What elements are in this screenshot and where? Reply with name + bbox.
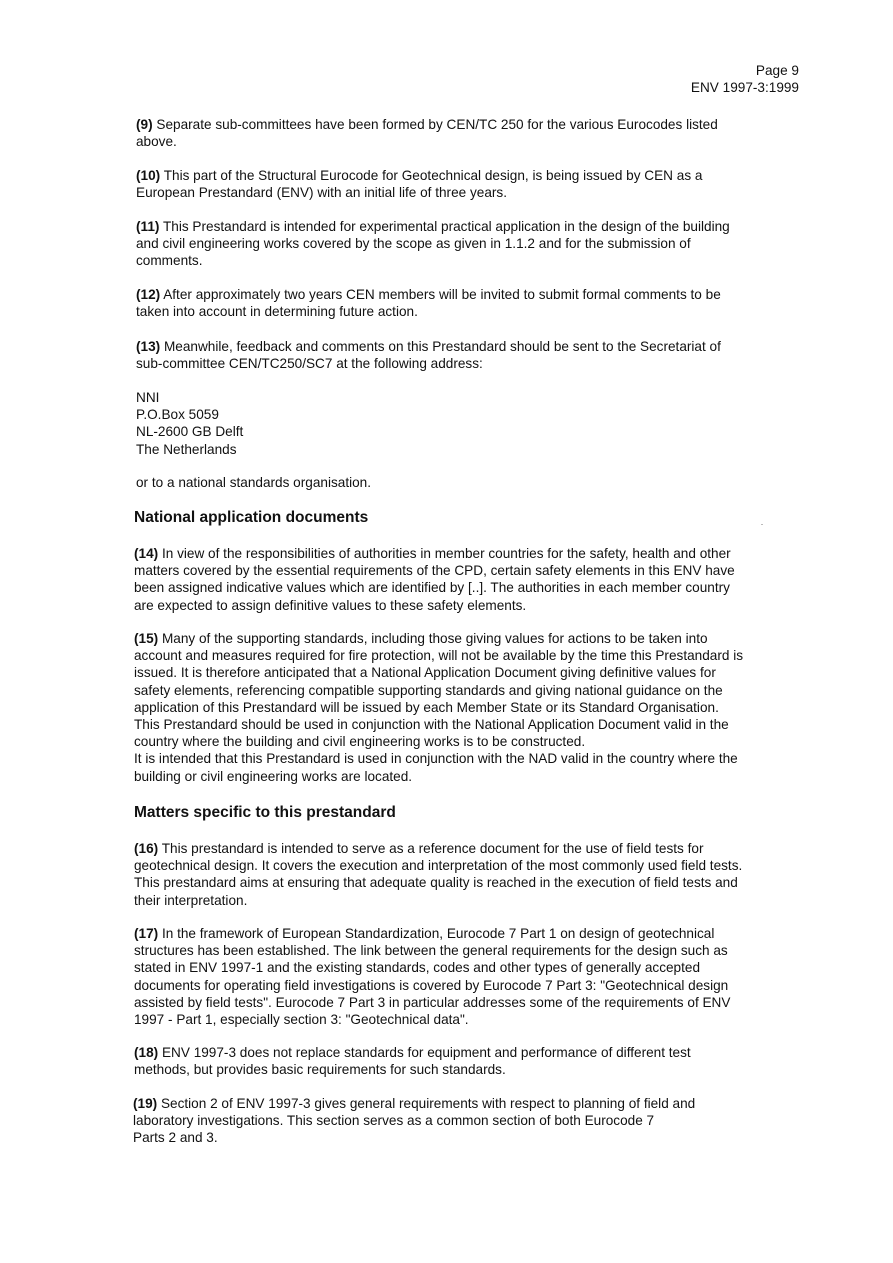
page-number: Page 9 [755, 63, 799, 78]
paragraph-10: (10) This part of the Structural Eurocode for Geotechnical design, is being issued by CEN as a European Prestandard (ENV) with an initial life of three years. [136, 168, 703, 201]
section-heading-matters: Matters specific to this prestandard [134, 804, 396, 821]
paragraph-17: (17) In the framework of European Standardization, Eurocode 7 Part 1 on design of geotechnical structures has been established. The link between the general requirements for the design such as stated in ENV 1997-1 and the existing standards, codes and other types of generally accepted documents for operating field investigations is covered by Eurocode 7 Part 3: "Geotechnical design assisted by field tests". Eurocode 7 Part 3 in particular addresses some of the requirements of ENV 1997 - Part 1, especially section 3: "Geotechnical data". [134, 926, 731, 1028]
paragraph-number: (17) [134, 926, 159, 941]
standard-reference: ENV 1997-3:1999 [690, 80, 799, 95]
alternative-recipient: or to a national standards organisation. [136, 475, 372, 490]
address-pobox: P.O.Box 5059 [136, 407, 219, 423]
paragraph-14: (14) In view of the responsibilities of authorities in member countries for the safety, health and other matters covered by the essential requirements of the CPD, certain safety elements in this ENV have been assigned indicative values which are identified by [..]. The authorities in each member country are expected to assign definitive values to these safety elements. [134, 546, 735, 613]
paragraph-number: (10) [136, 168, 161, 183]
paragraph-number: (19) [133, 1096, 158, 1111]
paragraph-number: (12) [136, 287, 161, 302]
paragraph-19: (19) Section 2 of ENV 1997-3 gives general requirements with respect to planning of field and laboratory investigations. This section serves as a common section of both Eurocode 7 Parts 2 and 3. [133, 1096, 696, 1146]
paragraph-number: (18) [134, 1045, 159, 1060]
paragraph-13: (13) Meanwhile, feedback and comments on this Prestandard should be sent to the Secretariat of sub-committee CEN/TC250/SC7 at the following address: [136, 339, 721, 372]
paragraph-15: (15) Many of the supporting standards, including those giving values for actions to be taken into account and measures required for fire protection, will not be available by the time this Prestandard is issued. It is therefore anticipated that a National Application Document giving definitive values for safety elements, referencing compatible supporting standards and giving national guidance on the application of this Prestandard will be issued by each Member State or its Standard Organisation. This Prestandard should be used in conjunction with the National Application Document valid in the country where the building and civil engineering works is to be constructed. It is intended that this Prestandard is used in conjunction with the NAD valid in the country where the building or civil engineering works are located. [134, 631, 744, 784]
address-org: NNI [136, 390, 160, 405]
paragraph-number: (14) [134, 546, 159, 561]
page-header [691, 62, 799, 96]
paragraph-11: (11) This Prestandard is intended for experimental practical application in the design of the building and civil engineering works covered by the scope as given in 1.1.2 and for the submission of comments. [136, 219, 730, 269]
paragraph-number: (15) [134, 631, 159, 646]
paragraph-number: (13) [136, 339, 161, 354]
address-block [136, 389, 243, 458]
paragraph-12: (12) After approximately two years CEN members will be invited to submit formal comments to be taken into account in determining future action. [136, 287, 721, 320]
paragraph-9: (9) Separate sub-committees have been formed by CEN/TC 250 for the various Eurocodes listed above. [136, 117, 718, 150]
paragraph-16: (16) This prestandard is intended to serve as a reference document for the use of field tests for geotechnical design. It covers the execution and interpretation of the most commonly used field tests. This prestandard aims at ensuring that adequate quality is reached in the execution of field tests and their interpretation. [134, 841, 743, 908]
paragraph-number: (16) [134, 841, 159, 856]
address-country: The Netherlands [136, 441, 237, 457]
paragraph-number: (9) [136, 117, 153, 132]
scan-speck [761, 524, 763, 525]
section-heading-national: National application documents [134, 509, 369, 526]
paragraph-18: (18) ENV 1997-3 does not replace standards for equipment and performance of different test methods, but provides basic requirements for such standards. [134, 1045, 691, 1078]
paragraph-number: (11) [136, 219, 160, 234]
address-city: NL-2600 GB Delft [136, 424, 244, 440]
